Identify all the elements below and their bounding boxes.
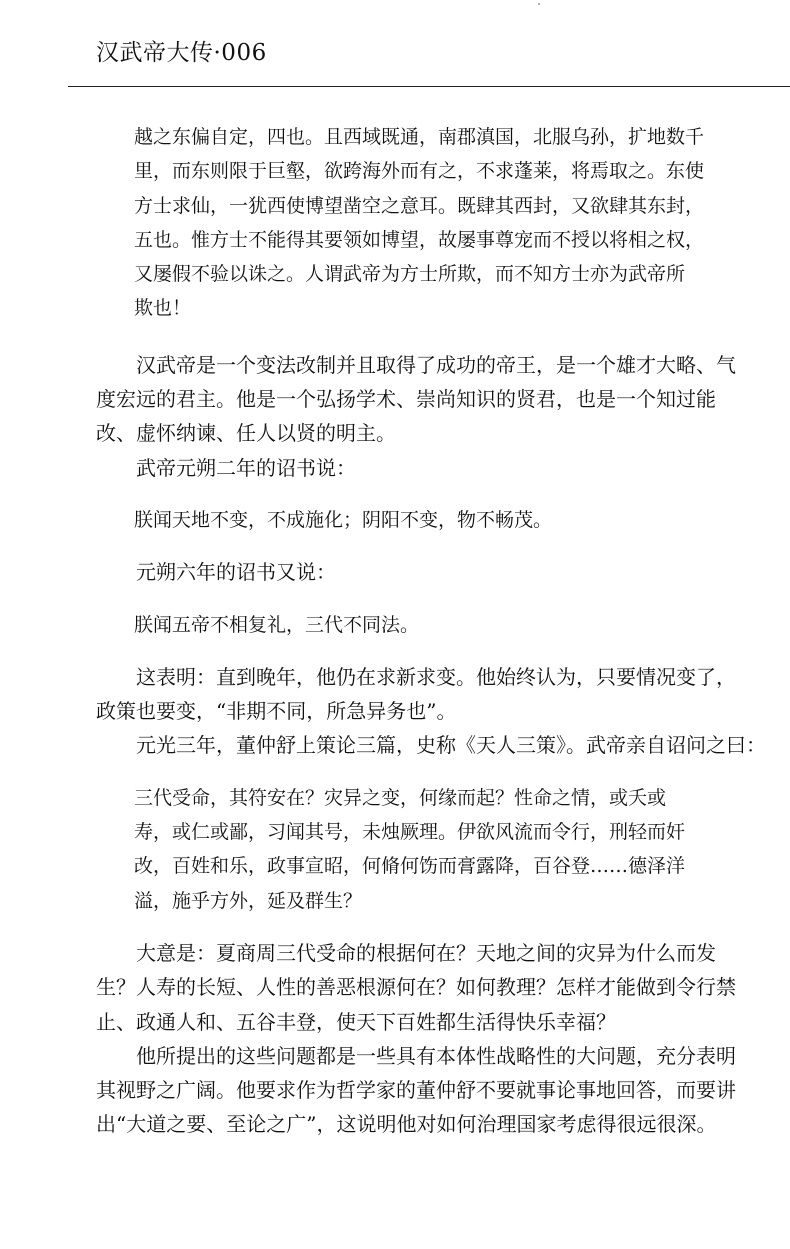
- spacer: [96, 763, 766, 781]
- text-line: 越之东偏自定，四也。且西域既通，南郡滇国，北服乌孙，扩地数千: [134, 126, 705, 148]
- text-line: 溢，施乎方外，延及群生？: [134, 889, 363, 912]
- text-line: 大意是：夏商周三代受命的根据何在？天地之间的灾异为什么而发: [136, 940, 716, 965]
- paragraph-dong-zhongshu: 元光三年，董仲舒上策论三篇，史称《天人三策》。武帝亲自诏问之曰：: [136, 733, 766, 758]
- text-line: 汉武帝是一个变法改制并且取得了成功的帝王，是一个雄才大略、气: [136, 352, 736, 377]
- spacer: [96, 918, 766, 936]
- scan-speck: [538, 3, 540, 5]
- paragraph-change-policy: [96, 660, 766, 729]
- paragraph-edict-intro-1: 武帝元朔二年的诏书说：: [136, 455, 356, 480]
- text-line: 止、政通人和、五谷丰登，使天下百姓都生活得快乐幸福？: [96, 1009, 616, 1034]
- text-line: 他所提出的这些问题都是一些具有本体性战略性的大问题，充分表明: [136, 1043, 736, 1068]
- spacer: [96, 485, 766, 503]
- paragraph-broad-vision: [96, 1039, 766, 1142]
- running-header: 汉武帝大传·006: [96, 40, 267, 66]
- text-line: 改，百姓和乐，政事宣昭，何脩何饬而膏露降，百谷登……德泽洋: [134, 855, 686, 878]
- text-line: 里，而东则限于巨壑，欲跨海外而有之，不求蓬莱，将焉取之。东使: [134, 160, 705, 183]
- paragraph-edict-intro-2: 元朔六年的诏书又说：: [136, 560, 336, 585]
- spacer: [96, 642, 766, 660]
- page-content: [96, 120, 766, 1142]
- text-line: 改、虚怀纳谏、任人以贤的明主。: [96, 421, 396, 446]
- text-line: 度宏远的君主。他是一个弘扬学术、崇尚知识的贤君，也是一个知过能: [96, 387, 716, 412]
- spacer: [96, 590, 766, 608]
- text-line: 政策也要变，“非期不同，所急异务也”。: [96, 699, 457, 724]
- text-line: 三代受命，其符安在？灾异之变，何缘而起？性命之情，或夭或: [134, 786, 667, 809]
- text-line: 五也。惟方士不能得其要领如博望，故屡事尊宠而不授以将相之权，: [134, 228, 705, 251]
- spacer: [96, 537, 766, 555]
- text-line: 寿，或仁或鄙，习闻其号，未烛厥理。伊欲风流而令行，刑轻而奸: [134, 821, 686, 844]
- quoted-edict-3: [96, 781, 766, 918]
- text-line: 这表明：直到晚年，他仍在求新求变。他始终认为，只要情况变了，: [136, 664, 736, 689]
- text-line: 生？人寿的长短、人性的善恶根源何在？如何教理？怎样才能做到令行禁: [96, 975, 736, 1000]
- header-rule: [68, 86, 790, 87]
- quoted-passage-opening: [96, 120, 766, 326]
- quoted-edict-1: 朕闻天地不变，不成施化；阴阳不变，物不畅茂。: [134, 508, 553, 531]
- paragraph-meaning: [96, 936, 766, 1039]
- quoted-edict-2: 朕闻五帝不相复礼，三代不同法。: [134, 613, 420, 636]
- text-line: 欺也！: [134, 297, 192, 320]
- text-line: 方士求仙，一犹西使博望凿空之意耳。既肆其西封，又欲肆其东封，: [134, 194, 705, 217]
- text-line: 其视野之广阔。他要求作为哲学家的董仲舒不要就事论事地回答，而要讲: [96, 1078, 736, 1103]
- paragraph-emperor-description: [96, 348, 766, 451]
- spacer: [96, 326, 766, 348]
- text-line: 出“大道之要、至论之广”，这说明他对如何治理国家考虑得很远很深。: [96, 1112, 717, 1137]
- text-line: 又屡假不验以诛之。人谓武帝为方士所欺，而不知方士亦为武帝所: [134, 263, 686, 286]
